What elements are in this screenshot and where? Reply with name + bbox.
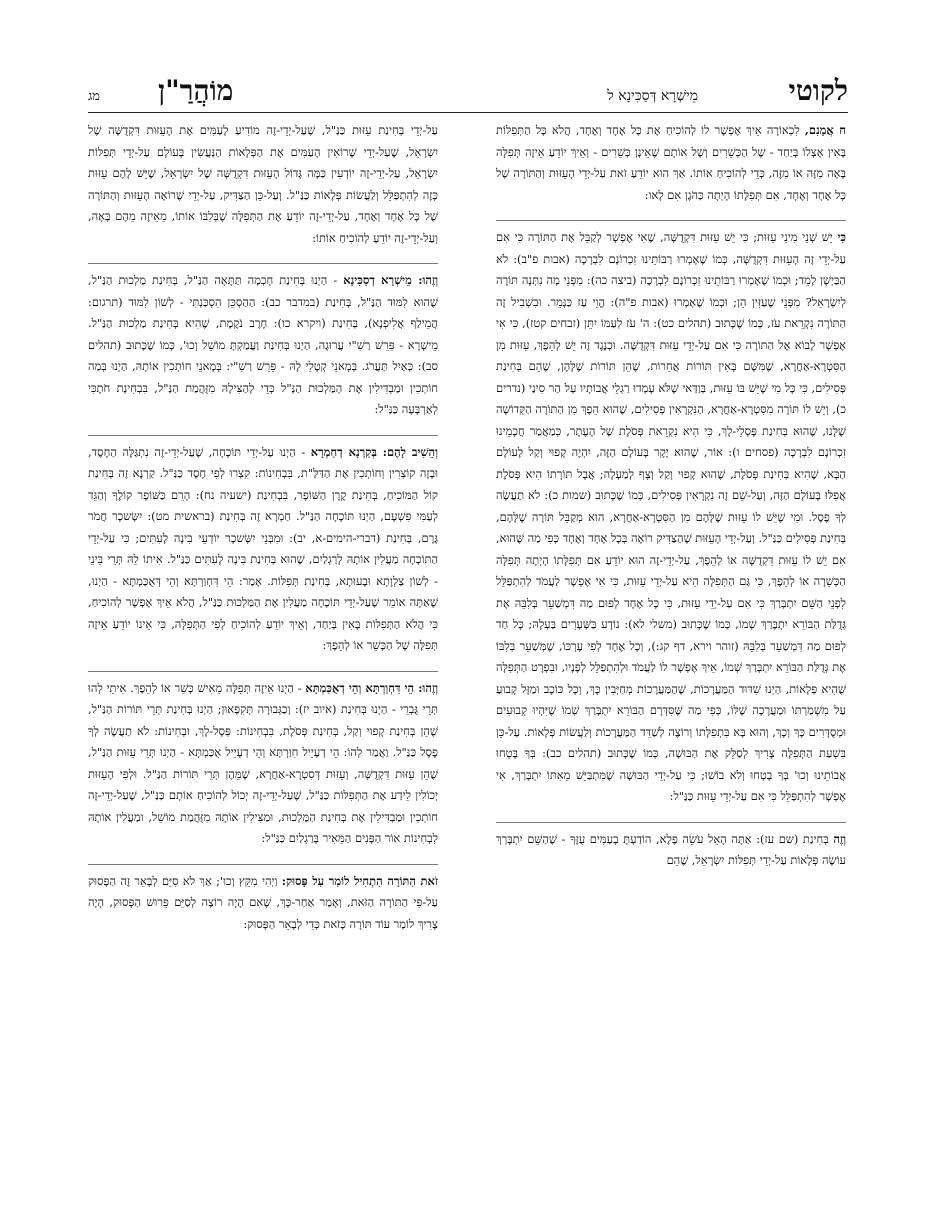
paragraph-text: - הַיְנוּ בְּחִינַת חָכְמָה תַּתָּאָה הַנַּ"ל, בְּחִינַת מַלְכוּת הַנַּ"ל, שֶׁהוּא לִמּוּד הַנַּ"ל, בְּחִינַת (במדבר כב): הַהַסְכֵּן הִסְכַּנְתִּי - לְשׁוֹן לִמּוּד (תרגום: הֲמֵילַף אֲלִיפְנָא), בְּחִינַת (ויקרא כו): חֶרֶב נֹקֶמֶת, שֶׁהִיא בְּחִינַת מַלְכוּת הַנַּ"ל. מֵישְׁרָא - פֵּרֵשׁ רַשִׁ"י עֲרוּגָה, הַיְנוּ בְּחִינַת וַעֲמַקְתָּ מוֹשֵׁל וְכוּ', כְּמוֹ שֶׁכָּתוּב (תהלים סב): כְּאַיִל תַּעֲרֹג. בְּמָאנֵי קְטָלֵי לָהּ - פֵּרֵשׁ רַשִׁ"י: בְּמָאנֵי חוֹתְכִין אוֹתָהּ, הַיְנוּ בְּמַה חוֹתְכִין וּמַבְדִּילִין אֶת הַמַּלְכוּת הַנַּ"ל כְּדֵי לְהַצִּילָהּ מִזֻּהֲמַת הַנַּ"ל, בִּבְחִינַת חֹתֶכִּי לְאַרְבָּעָה כַּנַּ"ל: (88, 273, 438, 416)
paragraph (88, 864, 438, 936)
paragraph-text: לִכְאוֹרָה אֵיךְ אֶפְשָׁר לוֹ לְהוֹכִיחַ אֶת כָּל אֶחָד וְאֶחָד, הֲלֹא כָּל הַתְּפִלּוֹת בָּאִין אֶצְלוֹ בְּיַחַד - שֶׁל הַכְּשֵׁרִים וְשֶׁל אוֹתָם שֶׁאֵינָן כְּשֵׁרִים - וְאֵיךְ יוֹדֵעַ אֵיזֶה תְּפִלָּה בָּאָה מִזֶּה אוֹ מִזֶּה, כְּדֵי לְהוֹכִיחַ אוֹתוֹ. אַךְ הוּא יוֹדֵעַ זֹאת עַל-יְדֵי הָעֵזּוּת וְהַתּוֹרָה שֶׁל כָּל אֶחָד וְאֶחָד, אִם תְּפִלָּתוֹ הָיְתָה כַּהֹגֶן אִם לָאו: (496, 123, 846, 202)
paragraph (496, 822, 846, 872)
page-number: מג (88, 89, 100, 104)
paragraph (88, 120, 438, 249)
page-header (88, 74, 848, 114)
paragraph-text: - הַיְנוּ עַל-יְדֵי תּוֹכָחָה, שֶׁעַל-יְדֵי-זֶה נִתְגַּלֶּה הַחֶסֶד, וּבָזֶה קוֹצְרִין וְחוֹתְכִין אֶת הַדַּלַּ"ת, בִּבְחִינוֹת: קִצְרוּ לְפִי חֶסֶד כַּנַּ"ל. קַרְנָא זֶה בְּחִינַת קוֹל הַמּוֹכִיחַ, בְּחִינַת קֶרֶן הַשּׁוֹפָר, בִּבְחִינַת (ישעיה נח): הָרֵם כַּשּׁוֹפָר קוֹלֶךָ וְהַגֵּד לְעַמִּי פִּשְׁעָם, הַיְנוּ תּוֹכָחָה הַנַּ"ל. חַמְרָא זֶה בְּחִינַת (בראשית מט): יִשָּׂשכָר חֲמֹר גָּרֶם, בְּחִינַת (דברי-הימים-א, יב): וּמִבְּנֵי יִשָּׂשכָר יוֹדְעֵי בִינָה לָעִתִּים; כִּי עַל-יְדֵי הַתּוֹכָחָה מַעֲלִין אוֹתָהּ לָרַגְלַיִם, שֶׁהוּא בְּחִינַת בִּינָה לָעִתִּים כַּנַּ"ל. אִיתוֹ לֵהּ תְּרֵי בֵּינֵי - לְשׁוֹן צַלְוָתָא וּבָעוּתָא, בְּחִינַת תְּפִלּוֹת. אָמַר: הֵי דִּחְוַרְתָּא וְהֵי דְּאֻכַּמְתָּא - הַיְנוּ, שֶׁאַתָּה אוֹמֵר שֶׁעַל-יְדֵי תּוֹכָחָה מַעֲלִין אֶת הַמַּלְכוּת כַּנַּ"ל, הֲלֹא אֵיךְ אֶפְשָׁר לְהוֹכִיחַ, כִּי הֲלֹא הַתְּפִלּוֹת בָּאִין בְּיַחַד, וְאֵיךְ יוֹדֵעַ לְהוֹכִיחַ לְפִי הַתְּפִלָּה, כִּי אֵינוֹ יוֹדֵעַ אֵיזֶה תְּפִלָּה שֶׁל הַכָּשֵׁר אוֹ לְהֵפֶךְ: (88, 444, 438, 652)
paragraph-text: בְּחִינַת (שם עז): אַתָּה הָאֵל עֹשֵׂה פֶלֶא, הוֹדַעְתָּ בָעַמִּים עֻזֶּךָ - שֶׁהַשֵּׁם יִתְבָּרַךְ עוֹשֶׂה פְּלָאוֹת עַל-יְדֵי תְּפִלּוֹת יִשְׂרָאֵל, שֶׁהֵם (496, 831, 846, 867)
paragraph-text: וַיְהִי מִקֵּץ וְכוּ'; אַךְ לֹא סִיֵּם לְבָאֵר זֶה הַפָּסוּק עַל-פִּי הַתּוֹרָה הַזֹּאת, וְאָמַר אַחַר-כָּךְ, שֶׁאִם הָיָה רוֹצֶה לְסַיֵּם פֵּרוּשׁ הַפָּסוּק, הָיָה צָרִיךְ לוֹמַר עוֹד תּוֹרָה כָּזֹאת כְּדֵי לְבָאֵר הַפָּסוּק: (88, 873, 438, 931)
paragraph (88, 671, 438, 850)
paragraph (496, 120, 846, 206)
paragraph (496, 220, 846, 808)
header-rule (88, 112, 848, 113)
text-column-right (496, 120, 846, 1130)
paragraph-lead: וְזֶהוּ: הֵי דִּחְוַרְתָּא וְהֵי דְאֻכַּמְתָּא (305, 680, 438, 695)
running-subtitle: מֵישְׁרָא דְּסַכִּינָא ל (607, 88, 698, 104)
paragraph (88, 435, 438, 657)
running-title-right: לקוטי (788, 74, 848, 107)
paragraph-lead: ח אֲמָנִם, (804, 123, 846, 137)
running-title-left: מוֹהֲרַ"ן (158, 74, 234, 107)
paragraph-text: יֵשׁ שְׁנֵי מִינֵי עֵזּוּת; כִּי יֵשׁ עֵזּוּת דִּקְדֻשָּׁה, שֶׁאִי אֶפְשָׁר לְקַבֵּל אֶת הַתּוֹרָה כִּי אִם עַל-יְדֵי זֶה הָעֵזּוּת דִּקְדֻשָּׁה, כְּמוֹ שֶׁאָמְרוּ רַבּוֹתֵינוּ זִכְרוֹנָם לִבְרָכָה (אבות פ"ב): לֹא הַבַּיְשָׁן לָמֵד; וּכְמוֹ שֶׁאָמְרוּ רַבּוֹתֵינוּ זִכְרוֹנָם לִבְרָכָה (ביצה כה): מִפְּנֵי מָה נִתְּנָה תּוֹרָה לְיִשְׂרָאֵל? מִפְּנֵי שֶׁעַזִּין הֵן; וּכְמוֹ שֶׁאָמְרוּ (אבות פ"ה): הֱוֵי עַז כַּנָּמֵר. וּבִשְׁבִיל זֶה הַתּוֹרָה נִקְרֵאת עֹז, כְּמוֹ שֶׁכָּתוּב (תהלים כט): ה' עֹז לְעַמּוֹ יִתֵּן (זבחים קטז), כִּי אִי אֶפְשָׁר לָבוֹא אֶל הַתּוֹרָה כִּי אִם עַל-יְדֵי עֵזּוּת דִּקְדֻשָּׁה. וּכְנֶגֶד זֶה יֵשׁ לְהֵפֶךְ, עֵזּוּת מִן הַסִּטְרָא-אַחֲרָא, שֶׁמִּשָּׁם בָּאִין תּוֹרוֹת אֲחֵרוֹת, שֶׁהֵן תּוֹרוֹת שֶׁלָּהֶן, שֶׁהֵם בְּחִינַת פְּסִילִים, כִּי כָּל מִי שֶׁיֵּשׁ בּוֹ עֵזּוּת, בְּוַדַּאי שֶׁלֹּא עָמְדוּ רַגְלֵי אֲבוֹתָיו עַל הַר סִינַי (נדרים כ), וְיֵשׁ לוֹ תּוֹרָה מִסִּטְרָא-אַחֲרָא, הַנִּקְרָאִין פְּסִילִים, שֶׁהוּא הֵפֶךְ מִן הַתּוֹרָה הַקְּדוֹשָׁה שֶׁלָּנוּ, שֶׁהוּא בְּחִינַת פָּסְלֵי-לָךְ, כִּי הִיא נִקְרֵאת פְּסֹלֶת שֶׁל הָעֶתֶר, כְּמַאֲמַר חֲכָמֵינוּ זִכְרוֹנָם לִבְרָכָה (פסחים ו): אוֹר, שֶׁהוּא יָקָר בָּעוֹלָם הַזֶּה, יִהְיֶה קָפוּי וְקַל לָעוֹלָם הַבָּא, שֶׁהִיא בְּחִינַת פְּסֹלֶת, שֶׁהוּא קָפוּי וְקַל וְצָף לְמַעְלָה; אֲבָל תּוֹרָתוֹ הִיא פְּסֹלֶת אֲפִלּוּ בָּעוֹלָם הַזֶּה, וְעַל-שֵׁם זֶה נִקְרָאִין פְּסִילִים, כְּמוֹ שֶׁכָּתוּב (שמות כ): לֹא תַעֲשֶׂה לְךָ פֶסֶל. וּמִי שֶׁיֵּשׁ לוֹ עֵזּוּת שֶׁלָּהֶם מִן הַסִּטְרָא-אַחֲרָא, הוּא מְקַבֵּל תּוֹרָה שֶׁלָּהֶם, בְּחִינַת פְּסִילִים כַּנַּ"ל. וְעַל-יְדֵי הָעֵזּוּת שֶׁהַצַּדִּיק רוֹאֶה בְּכָל אֶחָד וְאֶחָד כְּפִי מַה שֶּׁהוּא, אִם יֵשׁ לוֹ עֵזּוּת דִּקְדֻשָּׁה אוֹ לְהֵפֶךְ, עַל-יְדֵי-זֶה הוּא יוֹדֵעַ אִם תְּפִלָּתוֹ הָיְתָה תְּפִלָּה הַכְּשֵׁרָה אוֹ לְהֵפֶךְ, כִּי גַּם הַתְּפִלָּה הִיא עַל-יְדֵי עֵזּוּת, כִּי אִי אֶפְשָׁר לַעֲמֹד לְהִתְפַּלֵּל לִפְנֵי הַשֵּׁם יִתְבָּרַךְ כִּי אִם עַל-יְדֵי עֵזּוּת, כִּי כָּל אֶחָד לְפוּם מַה דִּמְשַׁעֵר בְּלִבֵּהּ אֶת גְּדֻלַּת הַבּוֹרֵא יִתְבָּרַךְ שְׁמוֹ, כְּמוֹ שֶׁכָּתוּב (משלי לא): נוֹדָע בַּשְּׁעָרִים בַּעְלָהּ; כָּל חַד לְפוּם מַה דִּמְשַׁעֵר בְּלִבֵּהּ (זוהר וירא, דף קג:), וְכָל אֶחָד לְפִי עֶרְכּוֹ, שֶׁמְּשַׁעֵר בְּלִבּוֹ אֶת גְּדֻלַּת הַבּוֹרֵא יִתְבָּרַךְ שְׁמוֹ, אֵיךְ אֶפְשָׁר לוֹ לַעֲמֹד וּלְהִתְפַּלֵּל לְפָנָיו, וּבִפְרָט הַתְּפִלָּה שֶׁהִיא פְּלָאוֹת, הַיְנוּ שִׁדּוּד הַמַּעֲרָכוֹת, שֶׁהַמַּעֲרָכוֹת מְחַיְּבִין כָּךְ, וְכָל כּוֹכָב וּמַזָּל קָבוּעַ עַל מִשְׁמַרְתּוֹ וּמַעֲרָכָה שֶׁלּוֹ, כְּפִי מַה שֶּׁסִּדְּרָם הַבּוֹרֵא יִתְבָּרַךְ שְׁמוֹ שֶׁיִּהְיוּ קְבוּעִים וּמְסֻדָּרִים כָּךְ וְכָךְ, וְהוּא בָּא בִּתְפִלָּתוֹ וְרוֹצֶה לְשַׁדֵּד הַמַּעֲרָכוֹת וְלַעֲשׂוֹת פְּלָאוֹת. עַל-כֵּן בִּשְׁעַת הַתְּפִלָּה צָרִיךְ לְסַלֵּק אֶת הַבּוּשָׁה, כְּמוֹ שֶׁכָּתוּב (תהלים כב): בְּךָ בָּטְחוּ אֲבוֹתֵינוּ וְכוּ' בְּךָ בָטְחוּ וְלֹא בוֹשׁוּ; כִּי עַל-יְדֵי הַבּוּשָׁה שֶׁמִּתְבַּיֵּשׁ מֵאִתּוֹ יִתְבָּרַךְ, אִי אֶפְשָׁר לְהִתְפַּלֵּל כִּי אִם עַל-יְדֵי עֵזּוּת כַּנַּ"ל: (496, 230, 846, 803)
paragraph-text: - הַיְנוּ אֵיזֶה תְּפִלָּה מֵאִישׁ כָּשֵׁר אוֹ לְהֵפֶךְ. אִיתֵי לְהוּ תְּרֵי גֻּבְרֵי - הַיְנוּ בְּחִינַת (איוב יז): וְכַגְּבוּרָה תְּקִפָאוּן; הַיְנוּ בְּחִינַת תְּרֵי תּוֹרוֹת הַנַּ"ל, שֶׁהֵן בְּחִינַת קָפוּי וְקַל, בְּחִינַת פְּסֹלֶת, בִּבְחִינוֹת: פְּסָל-לָךְ, וּבְחִינוֹת: לֹא תַעֲשֶׂה לְךָ פֶסֶל כַּנַּ"ל. וַאֲמַר לְהוֹ: הֵי דְעָיֵיל חִוַּרְתָּא וְהֵי דְעָיֵיל אֻכַּמְתָּא - הַיְנוּ תְּרֵי עֵזּוּת הַנַּ"ל, שֶׁהֵן עֵזּוּת דִּקְדֻשָּׁה, וְעֵזּוּת דְּסִטְרָא-אַחֲרָא, שֶׁמֵּהֶן תְּרֵי תּוֹרוֹת הַנַּ"ל. וּלְפִי הָעֵזּוּת יְכוֹלִין לֵידַע אֶת הַתְּפִלּוֹת כַּנַּ"ל, שֶׁעַל-יְדֵי-זֶה יְכוֹל לְהוֹכִיחַ אוֹתָם כַּנַּ"ל, שֶׁעַל-יְדֵי-זֶה חוֹתְכִין וּמַבְדִּילִין אֶת בְּחִינַת הַמַּלְכוּת, וּמַצִּילִין אוֹתָהּ מִזֻּהֲמַת מוֹשֵׁל, וּמַעֲלִין אוֹתָהּ לִבְחִינוֹת אוֹר הַפָּנִים הַמֵּאִיר בָּרַגְלַיִם כַּנַּ"ל: (88, 680, 438, 845)
paragraph-lead: כִּי (837, 230, 846, 244)
paragraph-lead: וְהֵשִׁיב לָהֶם: בְּקַרְנָא דְחַמְרָא (310, 444, 438, 459)
paragraph-text: עַל-יְדֵי בְּחִינַת עֵזּוּת כַּנַּ"ל, שֶׁעַל-יְדֵי-זֶה מוֹדִיעַ לָעַמִּים אֶת הָעֵזּוּת דִּקְדֻשָּׁה שֶׁל יִשְׂרָאֵל, שֶׁעַל-יְדֵי שֶׁרוֹאִין הָעַמִּים אֶת הַפְּלָאוֹת הַנַּעֲשִׂין בָּעוֹלָם עַל-יְדֵי תְּפִלּוֹת יִשְׂרָאֵל, עַל-יְדֵי-זֶה יוֹדְעִין כַּמָּה גָּדוֹל הָעֵזּוּת דִּקְדֻשָּׁה שֶׁל יִשְׂרָאֵל, שֶׁיֵּשׁ לָהֶם עֵזּוּת כָּזֶה לְהִתְפַּלֵּל וְלַעֲשׂוֹת פְּלָאוֹת כַּנַּ"ל. וְעַל-כֵּן הַצַּדִּיק, עַל-יְדֵי שֶׁרוֹאֶה הָעֵזּוּת וְהַתּוֹרָה שֶׁל כָּל אֶחָד וְאֶחָד, עַל-יְדֵי-זֶה יוֹדֵעַ אֶת הַתְּפִלָּה שֶׁבְּלִבּוֹ אוֹתוֹ, מֵאֵיזֶה מֵהֶם בָּאָה, וְעַל-יְדֵי-זֶה יוֹדֵעַ לְהוֹכִיחַ אוֹתוֹ: (88, 123, 438, 245)
text-column-left (88, 120, 438, 1130)
paragraph-lead: זֹאת הַתּוֹרָה הִתְחִיל לוֹמַר עַל פָּסוּק: (281, 873, 438, 888)
paragraph-lead: וְזֶה (833, 831, 846, 846)
paragraph-lead: וְזֶהוּ: מֵישְׁרָא דְסַכִּינָא (343, 273, 438, 287)
paragraph (88, 263, 438, 421)
